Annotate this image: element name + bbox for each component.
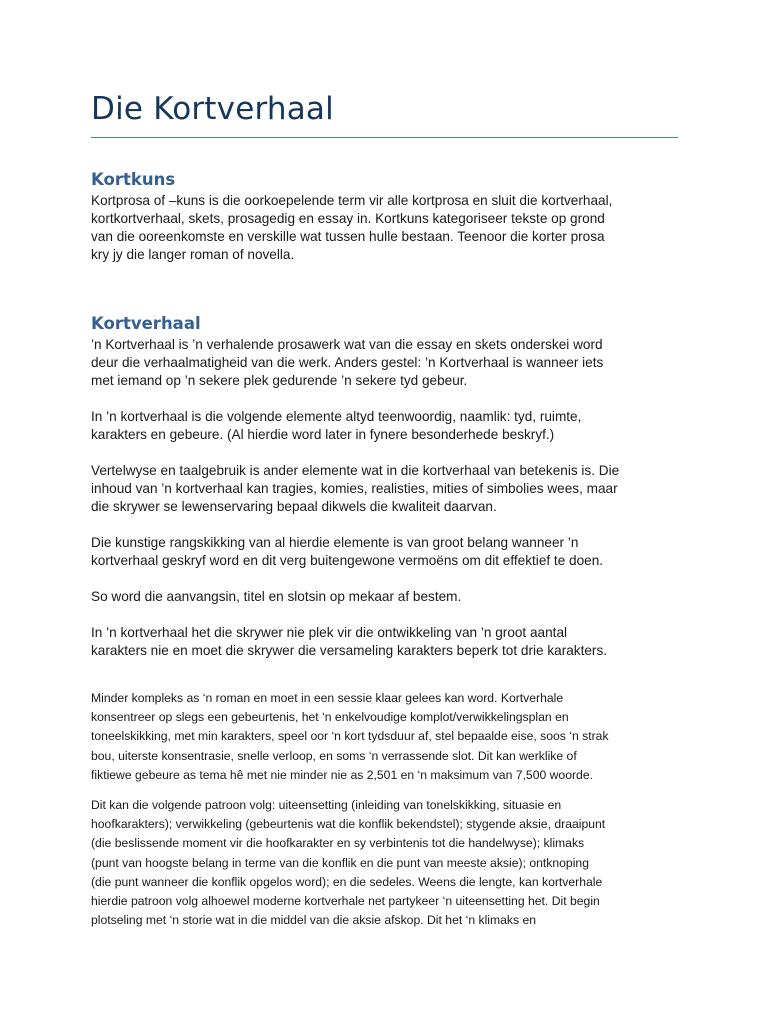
paragraph — [91, 588, 681, 606]
paragraph — [91, 336, 681, 390]
text-line: (die beslissende moment vir die hoofkarakter en sy verbintenis tot die handelwyse); klimaks — [91, 836, 585, 851]
text-line: kortkortverhaal, skets, prosagedig en essay in. Kortkuns kategoriseer tekste op grond — [91, 211, 605, 226]
text-line: die skrywer se lewenservaring bepaal dikwels die kwaliteit daarvan. — [91, 499, 497, 514]
text-line: deur die verhaalmatigheid van die werk. Anders gestel: ’n Kortverhaal is wanneer iets — [91, 355, 604, 370]
text-line: bou, uiterste konsentrasie, snelle verloop, en soms ‘n verrassende slot. Dit kan werklike of — [91, 748, 577, 763]
text-line: So word die aanvangsin, titel en slotsin op mekaar af bestem. — [91, 589, 462, 604]
text-line: plotseling met ‘n storie wat in die middel van die aksie afskop. Dit het ‘n klimaks en — [91, 913, 537, 928]
text-line: kortverhaal geskryf word en dit verg buitengewone vermoëns om dit effektief te doen. — [91, 553, 604, 568]
text-line: kry jy die langer roman of novella. — [91, 247, 295, 262]
text-line: In ’n kortverhaal het die skrywer nie plek vir die ontwikkeling van ’n groot aantal — [91, 625, 568, 640]
text-line: karakters en gebeure. (Al hierdie word later in fynere besonderhede beskryf.) — [91, 427, 555, 442]
text-line: karakters nie en moet die skrywer die versameling karakters beperk tot drie karakters. — [91, 643, 608, 658]
text-line: ’n Kortverhaal is ’n verhalende prosawerk wat van die essay en skets onderskei word — [91, 337, 603, 352]
paragraph — [91, 192, 681, 264]
text-line: hierdie patroon volg alhoewel moderne kortverhale net partykeer ‘n uiteensetting het. Dit begin — [91, 894, 600, 909]
text-line: Kortprosa of –kuns is die oorkoepelende term vir alle kortprosa en sluit die kortverhaal, — [91, 193, 613, 208]
text-line: Die kunstige rangskikking van al hierdie elemente is van groot belang wanneer ’n — [91, 535, 579, 550]
paragraph-small — [91, 796, 683, 930]
text-line: Dit kan die volgende patroon volg: uiteensetting (inleiding van tonelskikking, situasie en — [91, 798, 562, 812]
paragraph — [91, 462, 681, 516]
text-line: inhoud van ’n kortverhaal kan tragies, komies, realisties, mities of simbolies wees, maar — [91, 481, 618, 496]
text-line: toneelskikking, met min karakters, speel oor ‘n kort tydsduur af, stel bepaalde eise, soos ‘n strak — [91, 729, 609, 744]
text-line: (punt van hoogste belang in terme van die konflik en die punt van meeste aksie); ontknoping — [91, 855, 589, 870]
text-line: (die punt wanneer die konflik opgelos word); en die sedeles. Weens die lengte, kan kortverhale — [91, 874, 603, 889]
section-heading-kortverhaal: Kortverhaal — [91, 314, 201, 333]
text-line: In ’n kortverhaal is die volgende elemente altyd teenwoordig, naamlik: tyd, ruimte, — [91, 409, 582, 424]
paragraph-small — [91, 689, 683, 785]
text-line: Minder kompleks as ‘n roman en moet in een sessie klaar gelees kan word. Kortverhale — [91, 691, 564, 705]
text-line: met iemand op ’n sekere plek gedurende ’n sekere tyd gebeur. — [91, 373, 468, 388]
text-line: konsentreer op slegs een gebeurtenis, het ‘n enkelvoudige komplot/verwikkelingsplan en — [91, 710, 569, 725]
paragraph — [91, 534, 681, 570]
section-heading-kortkuns: Kortkuns — [91, 170, 176, 189]
text-line: Vertelwyse en taalgebruik is ander elemente wat in die kortverhaal van betekenis is. Die — [91, 463, 620, 478]
paragraph — [91, 624, 681, 660]
document-title: Die Kortverhaal — [91, 91, 334, 127]
text-line: hoofkarakters); verwikkeling (gebeurtenis wat die konflik bekendstel); stygende aksie, draaipunt — [91, 817, 606, 832]
paragraph — [91, 408, 681, 444]
text-line: van die ooreenkomste en verskille wat tussen hulle bestaan. Teenoor die korter prosa — [91, 229, 605, 244]
title-divider — [91, 137, 678, 138]
text-line: fiktiewe gebeure as tema hê met nie minder nie as 2,501 en ‘n maksimum van 7,500 woorde. — [91, 767, 593, 782]
